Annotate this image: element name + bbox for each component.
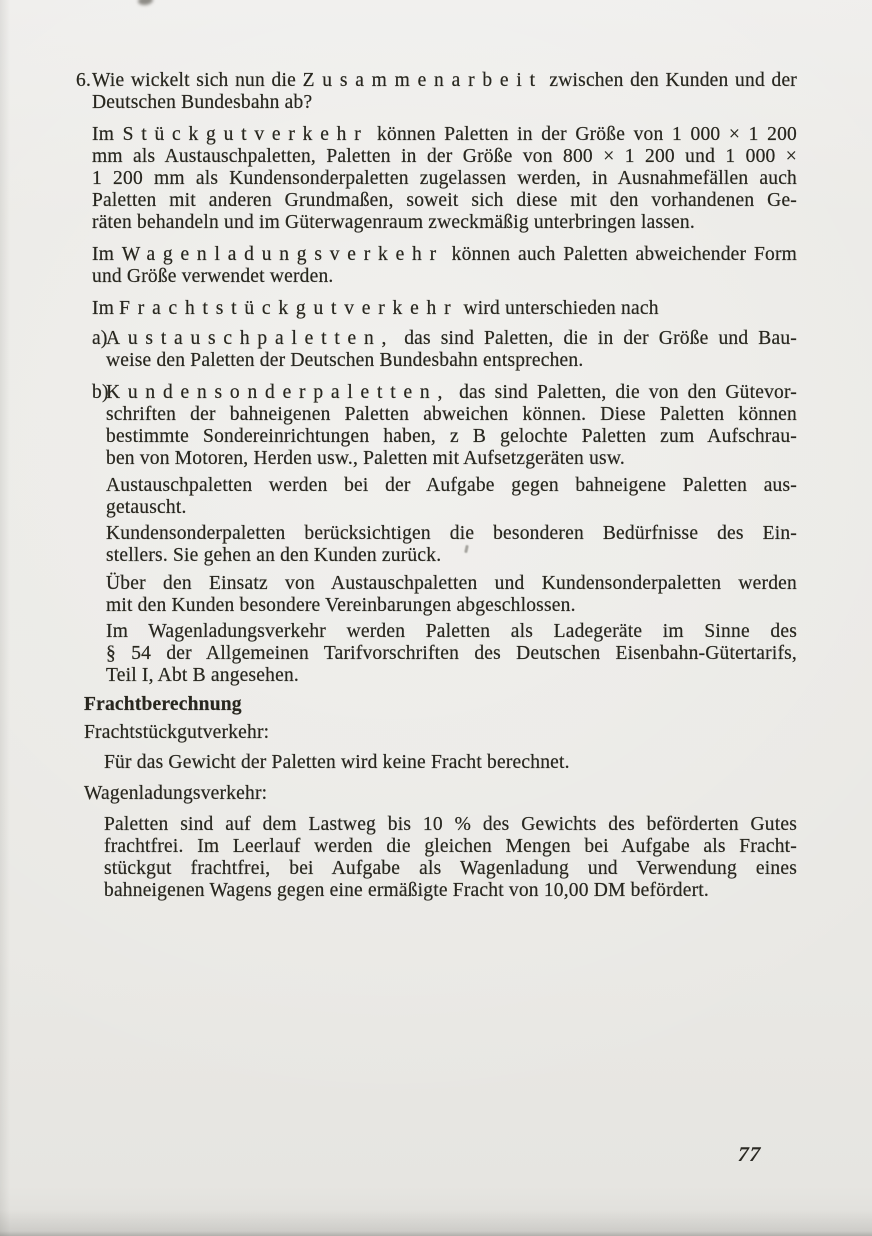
- text-line: Kundensonderpaletten, das sind Paletten, die von den Gütevor-: [106, 382, 797, 403]
- paragraph-frachtstueckgutverkehr: [92, 298, 797, 320]
- text-line: ben von Motoren, Herden usw., Paletten mit Aufsetzgeräten usw.: [106, 448, 625, 469]
- paragraph-stueckgutverkehr: [92, 124, 797, 234]
- text-line: Für das Gewicht der Paletten wird keine Fracht berechnet.: [104, 752, 570, 773]
- text-line: bahneigenen Wagens gegen eine ermäßigte Fracht von 10,00 DM befördert.: [104, 880, 709, 901]
- paragraph-einsatz-vereinbarungen: [106, 573, 797, 617]
- list-marker: a): [92, 328, 108, 349]
- text-line: Austauschpaletten werden bei der Aufgabe gegen bahneigene Paletten aus-: [106, 475, 797, 496]
- text-line: Paletten sind auf dem Lastweg bis 10 % des Gewichts des beförderten Gutes: [104, 814, 797, 835]
- text-line: räten behandeln und im Güterwagenraum zweckmäßig unterbringen lassen.: [92, 212, 695, 233]
- list-marker: b): [92, 382, 109, 403]
- text-line: Im Stückgutverkehr können Paletten in der Größe von 1 000 × 1 200: [92, 124, 797, 145]
- paragraph-austauschpaletten: [106, 475, 797, 519]
- emphasized-spaced-word: Wagenladungsverkehr: [121, 244, 444, 265]
- text-line: Im Wagenladungsverkehr können auch Paletten abweichender Form: [92, 244, 798, 265]
- emphasized-spaced-word: Frachtstückgutverkehr: [119, 298, 459, 319]
- paragraph-ladegeraete: [106, 621, 797, 687]
- text-line: Im Frachtstückgutverkehr wird unterschieden nach: [92, 298, 659, 319]
- text-line: stellers. Sie gehen an den Kunden zurück.: [106, 545, 442, 566]
- paragraph-wagenladungsverkehr: [92, 244, 797, 288]
- text-line: Im Wagenladungsverkehr werden Paletten als Ladegeräte im Sinne des: [106, 621, 797, 642]
- scan-artifact-speck: [137, 0, 153, 6]
- text-line: schriften der bahneigenen Paletten abweichen können. Diese Paletten können: [106, 404, 797, 425]
- paragraph-gewicht: [104, 752, 797, 774]
- page-number: 77: [737, 1142, 762, 1166]
- list-item-b: [92, 382, 797, 470]
- item-number: 6.: [76, 70, 92, 91]
- emphasized-spaced-word: Stückgutverkehr: [122, 124, 369, 145]
- question-item-6: [76, 70, 797, 114]
- text-line: mm als Austauschpaletten, Paletten in der Größe von 800 × 1 200 und 1 000 ×: [92, 146, 797, 167]
- label-wagenladungsverkehr: Wagenladungsverkehr:: [84, 783, 268, 804]
- text-line: Wie wickelt sich nun die Zusammenarbeit zwischen den Kunden und der: [92, 70, 797, 91]
- text-line: Über den Einsatz von Austauschpaletten und Kundensonderpaletten werden: [106, 573, 797, 594]
- section-heading-frachtberechnung: Frachtberechnung: [84, 694, 242, 715]
- text-line: § 54 der Allgemeinen Tarifvorschriften des Deutschen Eisenbahn-Gütertarifs,: [106, 643, 797, 664]
- text-line: getauscht.: [106, 497, 187, 518]
- scan-edge-shadow-left: [0, 0, 10, 1236]
- text-line: stückgut frachtfrei, bei Aufgabe als Wagenladung und Verwendung eines: [104, 858, 797, 879]
- text-line: Teil I, Abt B angesehen.: [106, 665, 299, 686]
- emphasized-spaced-word: Austauschpaletten,: [106, 328, 395, 349]
- emphasized-spaced-word: Zusammenarbeit: [302, 70, 543, 91]
- text-line: 1 200 mm als Kundensonderpaletten zugelassen werden, in Ausnahmefällen auch: [92, 168, 797, 189]
- text-line: Deutschen Bundesbahn ab?: [92, 92, 313, 113]
- text-line: Paletten mit anderen Grundmaßen, soweit sich diese mit den vorhandenen Ge-: [92, 190, 797, 211]
- label-frachtstueckgutverkehr: Frachtstückgutverkehr:: [84, 722, 270, 743]
- paragraph-lastweg: [104, 814, 797, 902]
- text-line: weise den Paletten der Deutschen Bundesbahn entsprechen.: [106, 350, 584, 371]
- text-line: Austauschpaletten, das sind Paletten, die in der Größe und Bau-: [106, 328, 797, 349]
- page-content: [76, 70, 797, 902]
- scan-edge-shadow-bottom: [0, 1210, 872, 1236]
- text-line: bestimmte Sondereinrichtungen haben, z B gelochte Paletten zum Aufschrau-: [106, 426, 797, 447]
- text-line: und Größe verwendet werden.: [92, 266, 334, 287]
- text-line: Kundensonderpaletten berücksichtigen die besonderen Bedürfnisse des Ein-: [106, 523, 797, 544]
- text-line: frachtfrei. Im Leerlauf werden die gleichen Mengen bei Aufgabe als Fracht-: [104, 836, 797, 857]
- text-line: mit den Kunden besondere Vereinbarungen abgeschlossen.: [106, 595, 576, 616]
- paragraph-kundensonderpaletten: [106, 523, 797, 567]
- list-item-a: [92, 328, 797, 372]
- emphasized-spaced-word: Kundensonderpaletten,: [106, 382, 451, 403]
